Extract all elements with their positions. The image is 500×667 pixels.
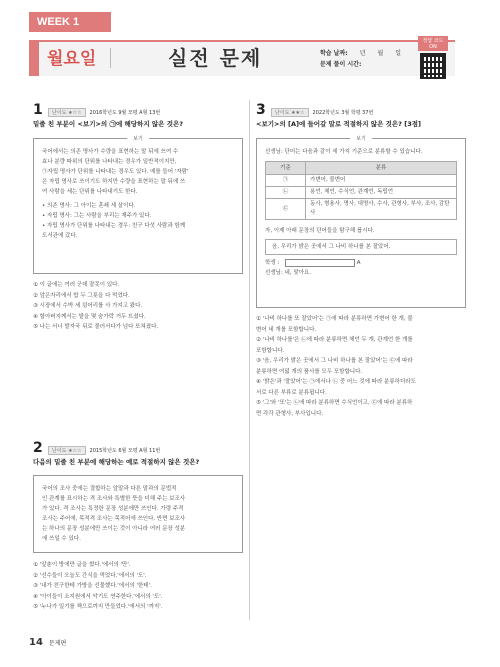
q3-box: [256, 138, 466, 308]
q2-box-line: 는 하나의 문장 성분에만 쓰이는 것이 아니라 여러 문장 성분: [42, 526, 186, 532]
q2-choice-4[interactable]: ④ '아이들이 소지원에서 악기도 연주한다.'에서의 '도'.: [33, 593, 163, 600]
q3-source: 2022학년도 3월 학평 37번: [312, 110, 374, 116]
q3-choice-line[interactable]: ② '나비 하나를'은 ㉡에 따라 분류하면 체언 두 개, 관계언 한 개를: [256, 337, 413, 343]
day-title: 월요일: [47, 49, 97, 69]
q3-choice-line[interactable]: ③ '음, 우리가 밝은 곳에서 그 나비 하나를 본 잘았어'는 ㉢에 따라: [256, 358, 413, 364]
q1-choice-1[interactable]: ① 이 글에는 여러 군데 잘못이 있다.: [33, 282, 120, 288]
q1-box-line: • 의존 명사: 그 아이는 혼쇄 세 살이다.: [42, 203, 136, 209]
q1-box-line: 여 사람을 세는 단위를 나타내기도 한다.: [42, 189, 138, 195]
q3-prompt: 자, 이제 아래 문장의 단어들을 탐구해 봅시다.: [265, 228, 375, 234]
q1-box-label: 보기: [127, 134, 149, 144]
q3-table-cell: ㉡: [266, 187, 306, 199]
q2-box: [33, 475, 243, 553]
q2-difficulty: 난이도 ★☆☆: [48, 446, 86, 455]
q1-question: 밑줄 친 부분이 <보기>의 ㉠에 해당하지 않은 것은?: [33, 120, 184, 128]
q1-tag: [48, 108, 160, 117]
q3-table-cell: 용언, 체언, 수식언, 관계언, 독립언: [306, 187, 457, 199]
q3-table-head: 분류: [306, 162, 457, 175]
q2-box-line: 가 있다. 격 조사는 특정한 문장 성분에만 쓰인다. 가령 주격: [42, 506, 184, 512]
q3-choice-line: 서로 다른 부류로 분류됩니다.: [256, 389, 327, 396]
q2-choices: [33, 560, 243, 613]
q3-student-line: [265, 258, 457, 268]
q2-choice-5[interactable]: ⑤ '누나가 일기를 책으로까지 만들었다.'에서의 '까지'.: [33, 604, 163, 610]
q2-box-line: 에 쓰일 수 있다.: [42, 536, 81, 542]
q3-tag: [271, 108, 373, 117]
q1-box-line: ㉠자립 명사가 단위를 나타내는 경우도 있다. 예를 들어 '자람': [42, 169, 189, 175]
q1-source: 2016학년도 9월 모평 A형 13번: [89, 110, 161, 116]
q3-difficulty: 난이도 ★★☆: [271, 108, 309, 117]
qr-badge: 정답 코드 ON: [418, 36, 448, 51]
q1-choice-2[interactable]: ② 앞은자리에서 밥 두 그릇을 다 먹었다.: [33, 292, 130, 299]
column-divider: [249, 100, 250, 620]
footer: [29, 637, 66, 648]
q3-number: 3: [256, 102, 266, 118]
week-tab: WEEK 1: [29, 12, 111, 32]
q1-box-line: • 자립 명사: 그는 사람을 부리는 재주가 있다.: [42, 213, 152, 219]
header-accent: [29, 40, 39, 76]
q1-number: 1: [33, 102, 43, 118]
q3-table-cell: 가변어, 불변어: [306, 175, 457, 187]
q2-choice-2[interactable]: ② '선수들이 오늘도 간식을 먹었다.'에서의 '도'.: [33, 572, 147, 579]
q3-table-cell: ㉠: [266, 175, 306, 187]
q2-number: 2: [33, 440, 43, 456]
q3-table-cell: ㉢: [266, 199, 306, 220]
q3-choices: [256, 314, 466, 419]
qr-block[interactable]: [418, 36, 448, 79]
q2-source: 2015학년도 6월 모평 A형 11번: [89, 448, 161, 454]
q3-box-label: 보기: [350, 134, 372, 144]
q3-intro: 선생님: 단어는 다음과 같이 세 가지 기준으로 분류할 수 있습니다.: [265, 149, 423, 155]
q3-choice-line[interactable]: ⑤ '그'와 '또'는 ㉡에 따라 분류하면 수식언이고, ㉢에 따라 분류하: [256, 400, 413, 406]
q3-choice-line: 면 각각 관형사, 부사입니다.: [256, 410, 324, 417]
q3-table-cell: 동사, 형용사, 명사, 대명사, 수사, 관형사, 부사, 조사, 감탄사: [306, 199, 457, 220]
q1-box-line: 은 자립 명사로 쓰이기도 하지만 수량을 표현하는 말 뒤에 쓰: [42, 179, 186, 185]
q1-box-line: 효나 분량 따위의 단위를 나타내는 경우가 일반적이지만,: [42, 159, 177, 165]
q1-box-line: 국어에서는 의존 명사가 수량을 표현하는 말 뒤에 쓰여 수: [42, 149, 179, 155]
q3-answer-blank: [285, 259, 355, 267]
qr-code-icon[interactable]: [420, 53, 446, 79]
study-info: [320, 48, 401, 70]
date-label: 학습 날짜:: [320, 50, 348, 57]
q3-choice-line[interactable]: ① '나비 하나를 또 잘았어'는 ㉠에 따라 분류하면 가변어 한 개, 불: [256, 316, 413, 322]
section-label: 문제편: [48, 640, 67, 647]
q2-tag: [48, 446, 160, 455]
q3-blank-label: A: [356, 260, 361, 266]
q1-choice-3[interactable]: ③ 시장에서 수박 세 덩어리를 사 가지고 왔다.: [33, 303, 143, 309]
q3-question: <보기>의 [A]에 들어갈 말로 적절하지 않은 것은? [3점]: [256, 120, 421, 128]
q3-choice-line[interactable]: ④ '밝은'과 '잘았어'는 ㉠에서나 ㉡ 중 어느 것에 따라 분류하더라도: [256, 379, 416, 385]
q1-choice-4[interactable]: ④ 할아버지께서는 밭을 몇 숨가락 거두 뜨셨다.: [33, 313, 146, 320]
date-value: 년 월 일: [359, 50, 402, 57]
q3-choice-line: 포함합니다.: [256, 347, 285, 354]
q3-table: [265, 161, 457, 220]
time-label: 문제 풀이 시간:: [320, 61, 362, 68]
q2-choice-3[interactable]: ③ '내가 친구한테 가방을 선물했다.'에서의 '한테'.: [33, 583, 152, 589]
day-divider: [110, 48, 111, 68]
q2-choice-1[interactable]: ① '앞춘이 방에만 글을 썼다.'에서의 '만'.: [33, 562, 131, 568]
q2-box-line: 국어의 조사 중에는 결합하는 앞말과 다른 말과의 문법적: [42, 486, 177, 492]
q3-choice-line: 분류하면 여덟 개의 품사를 모두 포함합니다.: [256, 368, 363, 375]
q1-box: [33, 138, 243, 274]
q1-box-line: • 자립 명사가 단위를 나타내는 경우: 친구 다섯 사람과 함께: [42, 223, 186, 229]
q3-student-label: 학생 :: [265, 260, 280, 266]
page-number: 14: [29, 637, 43, 648]
q1-box-line: 도서관에 갔다.: [42, 233, 78, 239]
q1-choices: [33, 280, 243, 333]
q2-box-line: 조사는 주어에, 목적격 조사는 목적어에 쓰인다. 반면 보조사: [42, 516, 186, 522]
q3-table-head: 기준: [266, 162, 306, 175]
q2-box-line: 인 관계를 표시하는 격 조사와 특별한 뜻을 더해 주는 보조사: [42, 496, 186, 502]
q2-question: 다음의 밑줄 친 부분에 해당하는 예로 적절하지 않은 것은?: [33, 458, 200, 466]
page-title: 실전 문제: [168, 46, 263, 70]
q1-choice-5[interactable]: ⑤ 나는 서너 발자국 뒤로 물러서다가 넘다 또쳐졌다.: [33, 324, 159, 330]
q3-sentence: 음, 우리가 밝은 곳에서 그 나비 하나를 본 잘았어.: [265, 239, 457, 255]
q3-teacher: 선생님: 네, 맞아요.: [265, 270, 312, 276]
q1-difficulty: 난이도 ★☆☆: [48, 108, 86, 117]
q3-choice-line: 변어 네 개를 포함합니다.: [256, 326, 317, 333]
